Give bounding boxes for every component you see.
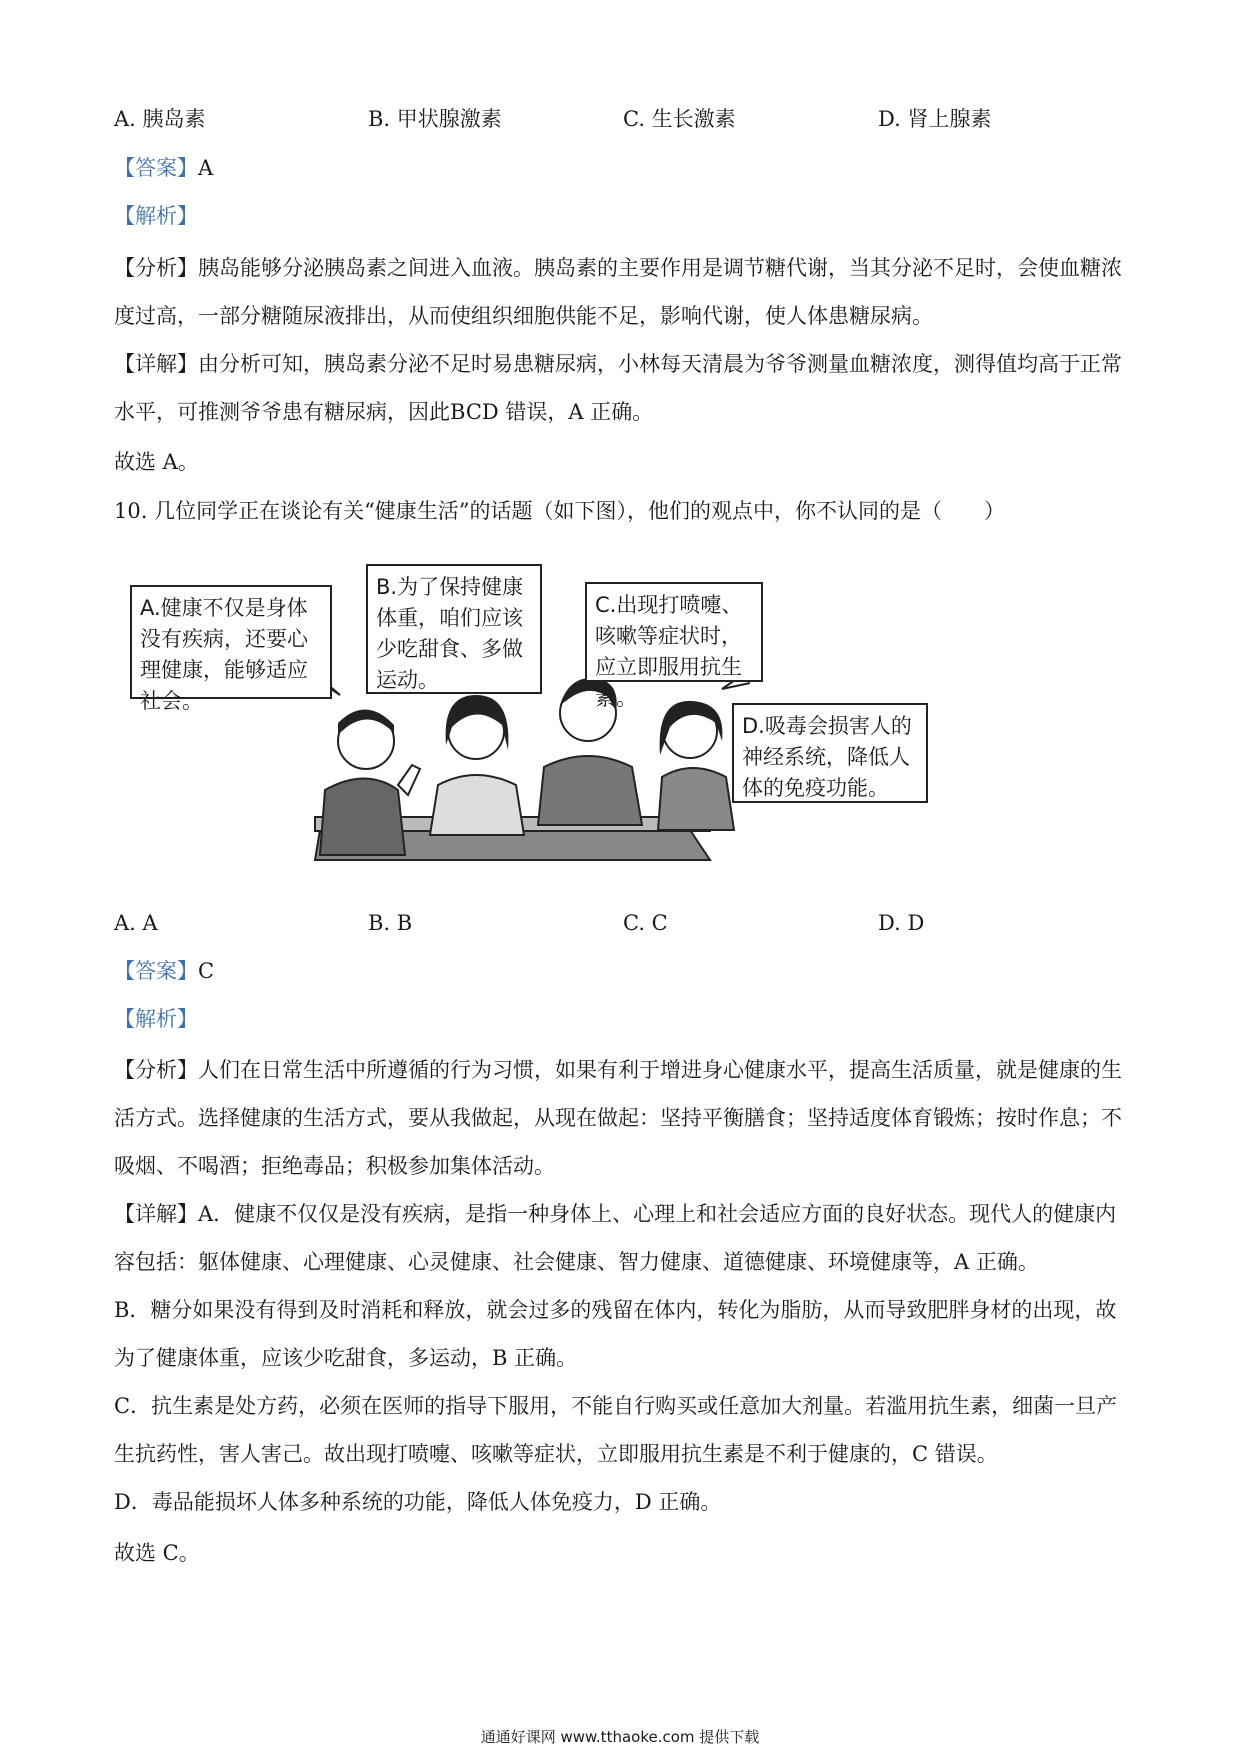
q10-detail-a xyxy=(114,1190,1126,1286)
q10-option-b: B. B xyxy=(368,911,413,935)
q10-analysis xyxy=(114,1046,1126,1190)
q10-detail-b: B．糖分如果没有得到及时消耗和释放，就会过多的残留在体内，转化为脂肪，从而导致肥胖身材的出现，故为了健康体重，应该少吃甜食，多运动，B 正确。 xyxy=(114,1298,1117,1370)
fenxi-tag: 【分析】 xyxy=(114,1058,198,1082)
speech-bubble-d: D.吸毒会损害人的神经系统，降低人体的免疫功能。 xyxy=(732,703,928,803)
fenxi-text: 人们在日常生活中所遵循的行为习惯，如果有利于增进身心健康水平，提高生活质量，就是健康的生活方式。选择健康的生活方式，要从我做起，从现在做起：坚持平衡膳食；坚持适度体育锻炼；按时作息；不吸烟、不喝酒；拒绝毒品；积极参加集体活动。 xyxy=(114,1058,1122,1178)
q9-detail xyxy=(114,340,1126,436)
q9-option-c: C. 生长激素 xyxy=(623,107,736,131)
q10-detail-c: C．抗生素是处方药，必须在医师的指导下服用，不能自行购买或任意加大剂量。若滥用抗生素，细菌一旦产生抗药性，害人害己。故出现打喷嚏、咳嗽等症状，立即服用抗生素是不利于健康的，C 错误。 xyxy=(114,1394,1118,1466)
answer-tag: 【答案】 xyxy=(114,959,198,983)
q10-option-a: A. A xyxy=(114,911,158,935)
q9-option-d: D. 肾上腺素 xyxy=(878,107,992,131)
q10-detail-d: D．毒品能损坏人体多种系统的功能，降低人体免疫力，D 正确。 xyxy=(114,1490,722,1514)
q10-jiexi-tag: 【解析】 xyxy=(114,1007,198,1031)
speech-bubble-c: C.出现打喷嚏、咳嗽等症状时，应立即服用抗生素。 xyxy=(585,582,763,682)
q10-option-c: C. C xyxy=(623,911,668,935)
student-a-body xyxy=(320,779,405,856)
answer-value: A xyxy=(198,156,214,180)
q9-conclusion: 故选 A。 xyxy=(114,450,199,474)
xiangjie-text: 由分析可知，胰岛素分泌不足时易患糖尿病，小林每天清晨为爷爷测量血糖浓度，测得值均高于正常水平，可推测爷爷患有糖尿病，因此BCD 错误，A 正确。 xyxy=(114,352,1122,424)
answer-value: C xyxy=(198,959,215,983)
q9-answer xyxy=(114,153,213,183)
student-b-body xyxy=(430,775,524,835)
answer-tag: 【答案】 xyxy=(114,156,198,180)
q9-jiexi-tag: 【解析】 xyxy=(114,204,198,228)
xiangjie-tag: 【详解】 xyxy=(114,1202,198,1226)
q10-conclusion: 故选 C。 xyxy=(114,1541,200,1565)
student-d-body xyxy=(658,768,734,830)
fenxi-tag: 【分析】 xyxy=(114,256,198,280)
speech-bubble-b: B.为了保持健康体重，咱们应该少吃甜食、多做运动。 xyxy=(366,564,542,694)
q9-analysis xyxy=(114,244,1126,340)
q10-option-d: D. D xyxy=(878,911,925,935)
q9-option-a: A. 胰岛素 xyxy=(114,107,206,131)
q9-option-b: B. 甲状腺激素 xyxy=(368,107,502,131)
student-c-body xyxy=(538,756,642,825)
xiangjie-text: A．健康不仅仅是没有疾病，是指一种身体上、心理上和社会适应方面的良好状态。现代人的健康内容包括：躯体健康、心理健康、心灵健康、社会健康、智力健康、道德健康、环境健康等，A 正确。 xyxy=(114,1202,1117,1274)
speech-bubble-a: A.健康不仅是身体没有疾病，还要心理健康，能够适应社会。 xyxy=(130,585,332,699)
q10-question: 10. 几位同学正在谈论有关“健康生活”的话题（如下图），他们的观点中，你不认同的是（ ） xyxy=(114,499,1006,523)
q10-answer xyxy=(114,956,214,986)
xiangjie-tag: 【详解】 xyxy=(114,352,198,376)
page-footer: 通通好课网 www.tthaoke.com 提供下载 xyxy=(480,1728,760,1746)
discussion-figure xyxy=(130,555,960,875)
fenxi-text: 胰岛能够分泌胰岛素之间进入血液。胰岛素的主要作用是调节糖代谢，当其分泌不足时，会使血糖浓度过高，一部分糖随尿液排出，从而使组织细胞供能不足，影响代谢，使人体患糖尿病。 xyxy=(114,256,1122,328)
